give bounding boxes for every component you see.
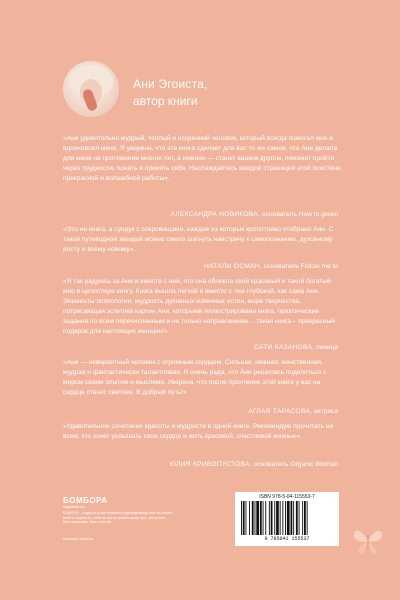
review-author-name: ЮЛИЯ КРИВОПУСТОВА,: [169, 461, 252, 468]
isbn-number: ISBN 978-5-04-115553-7: [259, 494, 315, 500]
review-attribution: [204, 262, 338, 271]
review-quote: «Ани удивительно мудрый, теплый и искренний человек, который всегда помогал мне и вдохновлял меня. Я уверена, что эта книга сделает для вас то же самое, что Ани делала для меня на протяжении многих лет, а именно — станет вашим другом, поможет пройти через трудности, понять и принять себя. Наслаждайтесь каждой страницей этой поистине прекрасной и волшебной работы».: [63, 135, 341, 182]
review-author-name: НАТАЛИ ОСМАН,: [203, 263, 263, 270]
publisher-description: БОМБОРА – лидер на рынке полезных и вдохновляющих книг. Мы любим книги и создаем их, чтобы вы могли прожить жизнь ярче, интереснее, быть счастливее. Быть на волне.: [63, 511, 173, 525]
barcode-icon: [239, 501, 335, 535]
publisher-subtitle: издательство: [63, 505, 85, 509]
author-name: Ани Эгоиста,: [133, 77, 208, 91]
author-role: автор книги: [133, 94, 198, 108]
review-attribution: [169, 460, 338, 469]
review-attribution: [170, 210, 338, 219]
author-photo: [63, 61, 119, 117]
review-quote: «Удивительное сочетание красоты и мудрости в одной книге. Рекомендую прочитать ее всем, кто хочет услышать свое сердце и жить красивой, счастливой жизнью».: [63, 423, 334, 440]
review-quote: «Это не книга, а сундук с сокровищами, каждое из которых кропотливо отобрано Ани. С такой путеводной звездой можно смело шагнуть навстречу к самопознанию, духовному росту и всему новому».: [63, 226, 334, 253]
publisher-logo: БОМБОРА: [63, 496, 108, 505]
review-author-role: основатель Follow me to: [263, 263, 338, 270]
review-author-name: САТИ КАЗАНОВА,: [254, 344, 315, 351]
review-author-role: певица: [316, 344, 338, 351]
butterfly-icon: [351, 524, 385, 558]
barcode-digits: 9 785041 155537: [264, 536, 310, 542]
review-author-role: актриса: [314, 408, 338, 415]
barcode-box: [235, 492, 339, 546]
review-author-name: АГЛАЯ ТАРАСОВА,: [248, 408, 313, 415]
review-author-role: основатель Organic Woman: [253, 461, 338, 468]
review-quote: «Я так радуюсь за Ани и вместе с ней, что она облекла свой красивый и такой богатый мир в целостную книгу. Книга вышла легкой и вместе с тем глубокой, как сама Ани. Элементы психологии, мудрость духовных извечных истин, море творчества, потрясающая эстетика картин Ани, которыми иллюстрирована книга, практические задания по всем перечисленным и не только направлениям… такая книга – прекрасный подарок для настоящих женщин!»: [63, 278, 335, 335]
review-attribution: [248, 407, 338, 416]
review-author-role: основатель How to green: [262, 211, 338, 218]
publisher-social: bombora.ru bombora: [63, 537, 93, 541]
review-quote: «Ани — невероятный человек с огромным сердцем. Сильная, нежная, женственная, мудрая и фантастически талантливая. Я очень рада, что Ани решилась поделиться с миром своим опытом и мыслями. Уверена, что после прочтения этой книги у вас на сердце станет светлее. В добрый путь!»: [63, 359, 327, 396]
review-attribution: [254, 343, 338, 352]
review-author-name: АЛЕКСАНДРА НОВИКОВА,: [170, 211, 261, 218]
